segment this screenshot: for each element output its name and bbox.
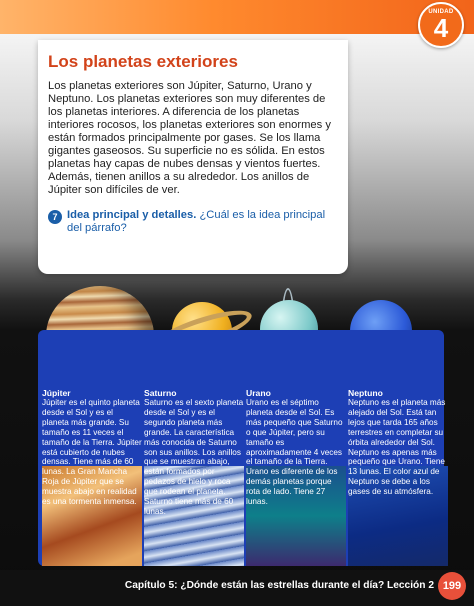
question-number: 7 (48, 210, 62, 224)
planet-fact-text: Neptuno es el planeta más alejado del Sol. Está tan lejos que tarda 165 años terrestres en completar su órbita alrededor del Sol. Neptuno es apenas más pequeño que Urano. Tiene 13 lunas. El color azul de Neptuno se debe a los gases de su atmósfera. (348, 398, 446, 497)
planet-name: Neptuno (348, 388, 383, 398)
unit-label: UNIDAD (428, 9, 454, 15)
planet-fact-uranus (246, 336, 346, 566)
question-label: Idea principal y detalles. (67, 209, 197, 221)
top-banner (0, 0, 474, 34)
planet-fact-text: Saturno es el sexto planeta desde el Sol y es el segundo planeta más grande. La característica más conocida de Saturno son sus anillos. Los anillos que se muestran abajo, están formados por pedazos de hielo y roca que rodean el planeta. Saturno tiene más de 60 lunas. (144, 398, 244, 516)
question-body: ¿Cuál es la idea principal del párrafo? (67, 209, 326, 234)
question-prompt (48, 209, 338, 235)
planet-name: Urano (246, 388, 271, 398)
article-body: Los planetas exteriores son Júpiter, Saturno, Urano y Neptuno. Los planetas exteriores son muy diferentes de los planetas interiores. A diferencia de los planetas interiores rocosos, los planetas exteriores son enormes y están formados principalmente por gases. Se los llama gigantes gaseosos. Su superficie no es sólida. En estos planetas hay capas de nubes densas y vientos fuertes. Además, tienen anillos a su alrededor. Los anillos de Júpiter son difíciles de ver. (48, 80, 331, 196)
planet-name: Júpiter (42, 388, 71, 398)
planet-name: Saturno (144, 388, 177, 398)
planet-fact-text: Júpiter es el quinto planeta desde el Sol y es el planeta más grande. Su tamaño es 11 veces el tamaño de la Tierra. Júpiter está cubierto de nubes densas. Tiene más de 60 lunas. La Gran Mancha Roja de Júpiter que se muestra abajo en realidad es una tormenta inmensa. (42, 398, 142, 507)
article-card (38, 40, 348, 274)
chapter-caption: Capítulo 5: ¿Dónde están las estrellas durante el día? Lección 2 (124, 580, 434, 591)
planet-fact-neptune (348, 336, 448, 566)
planet-fact-text: Urano es el séptimo planeta desde el Sol. Es más pequeño que Saturno o que Júpiter, pero su tamaño es aproximadamente 4 veces el tamaño de la Tierra. Urano es diferente de los demás planetas porque rota de lado. Tiene 27 lunas. (246, 398, 343, 507)
unit-number: 4 (433, 13, 449, 43)
planet-facts-panel (38, 330, 444, 566)
page-footer (0, 570, 474, 606)
planet-fact-saturn (144, 336, 244, 566)
question-text (67, 209, 338, 235)
planet-fact-jupiter (42, 336, 142, 566)
page-number: 199 (438, 572, 466, 600)
article-title: Los planetas exteriores (48, 52, 238, 71)
unit-badge (418, 2, 464, 48)
